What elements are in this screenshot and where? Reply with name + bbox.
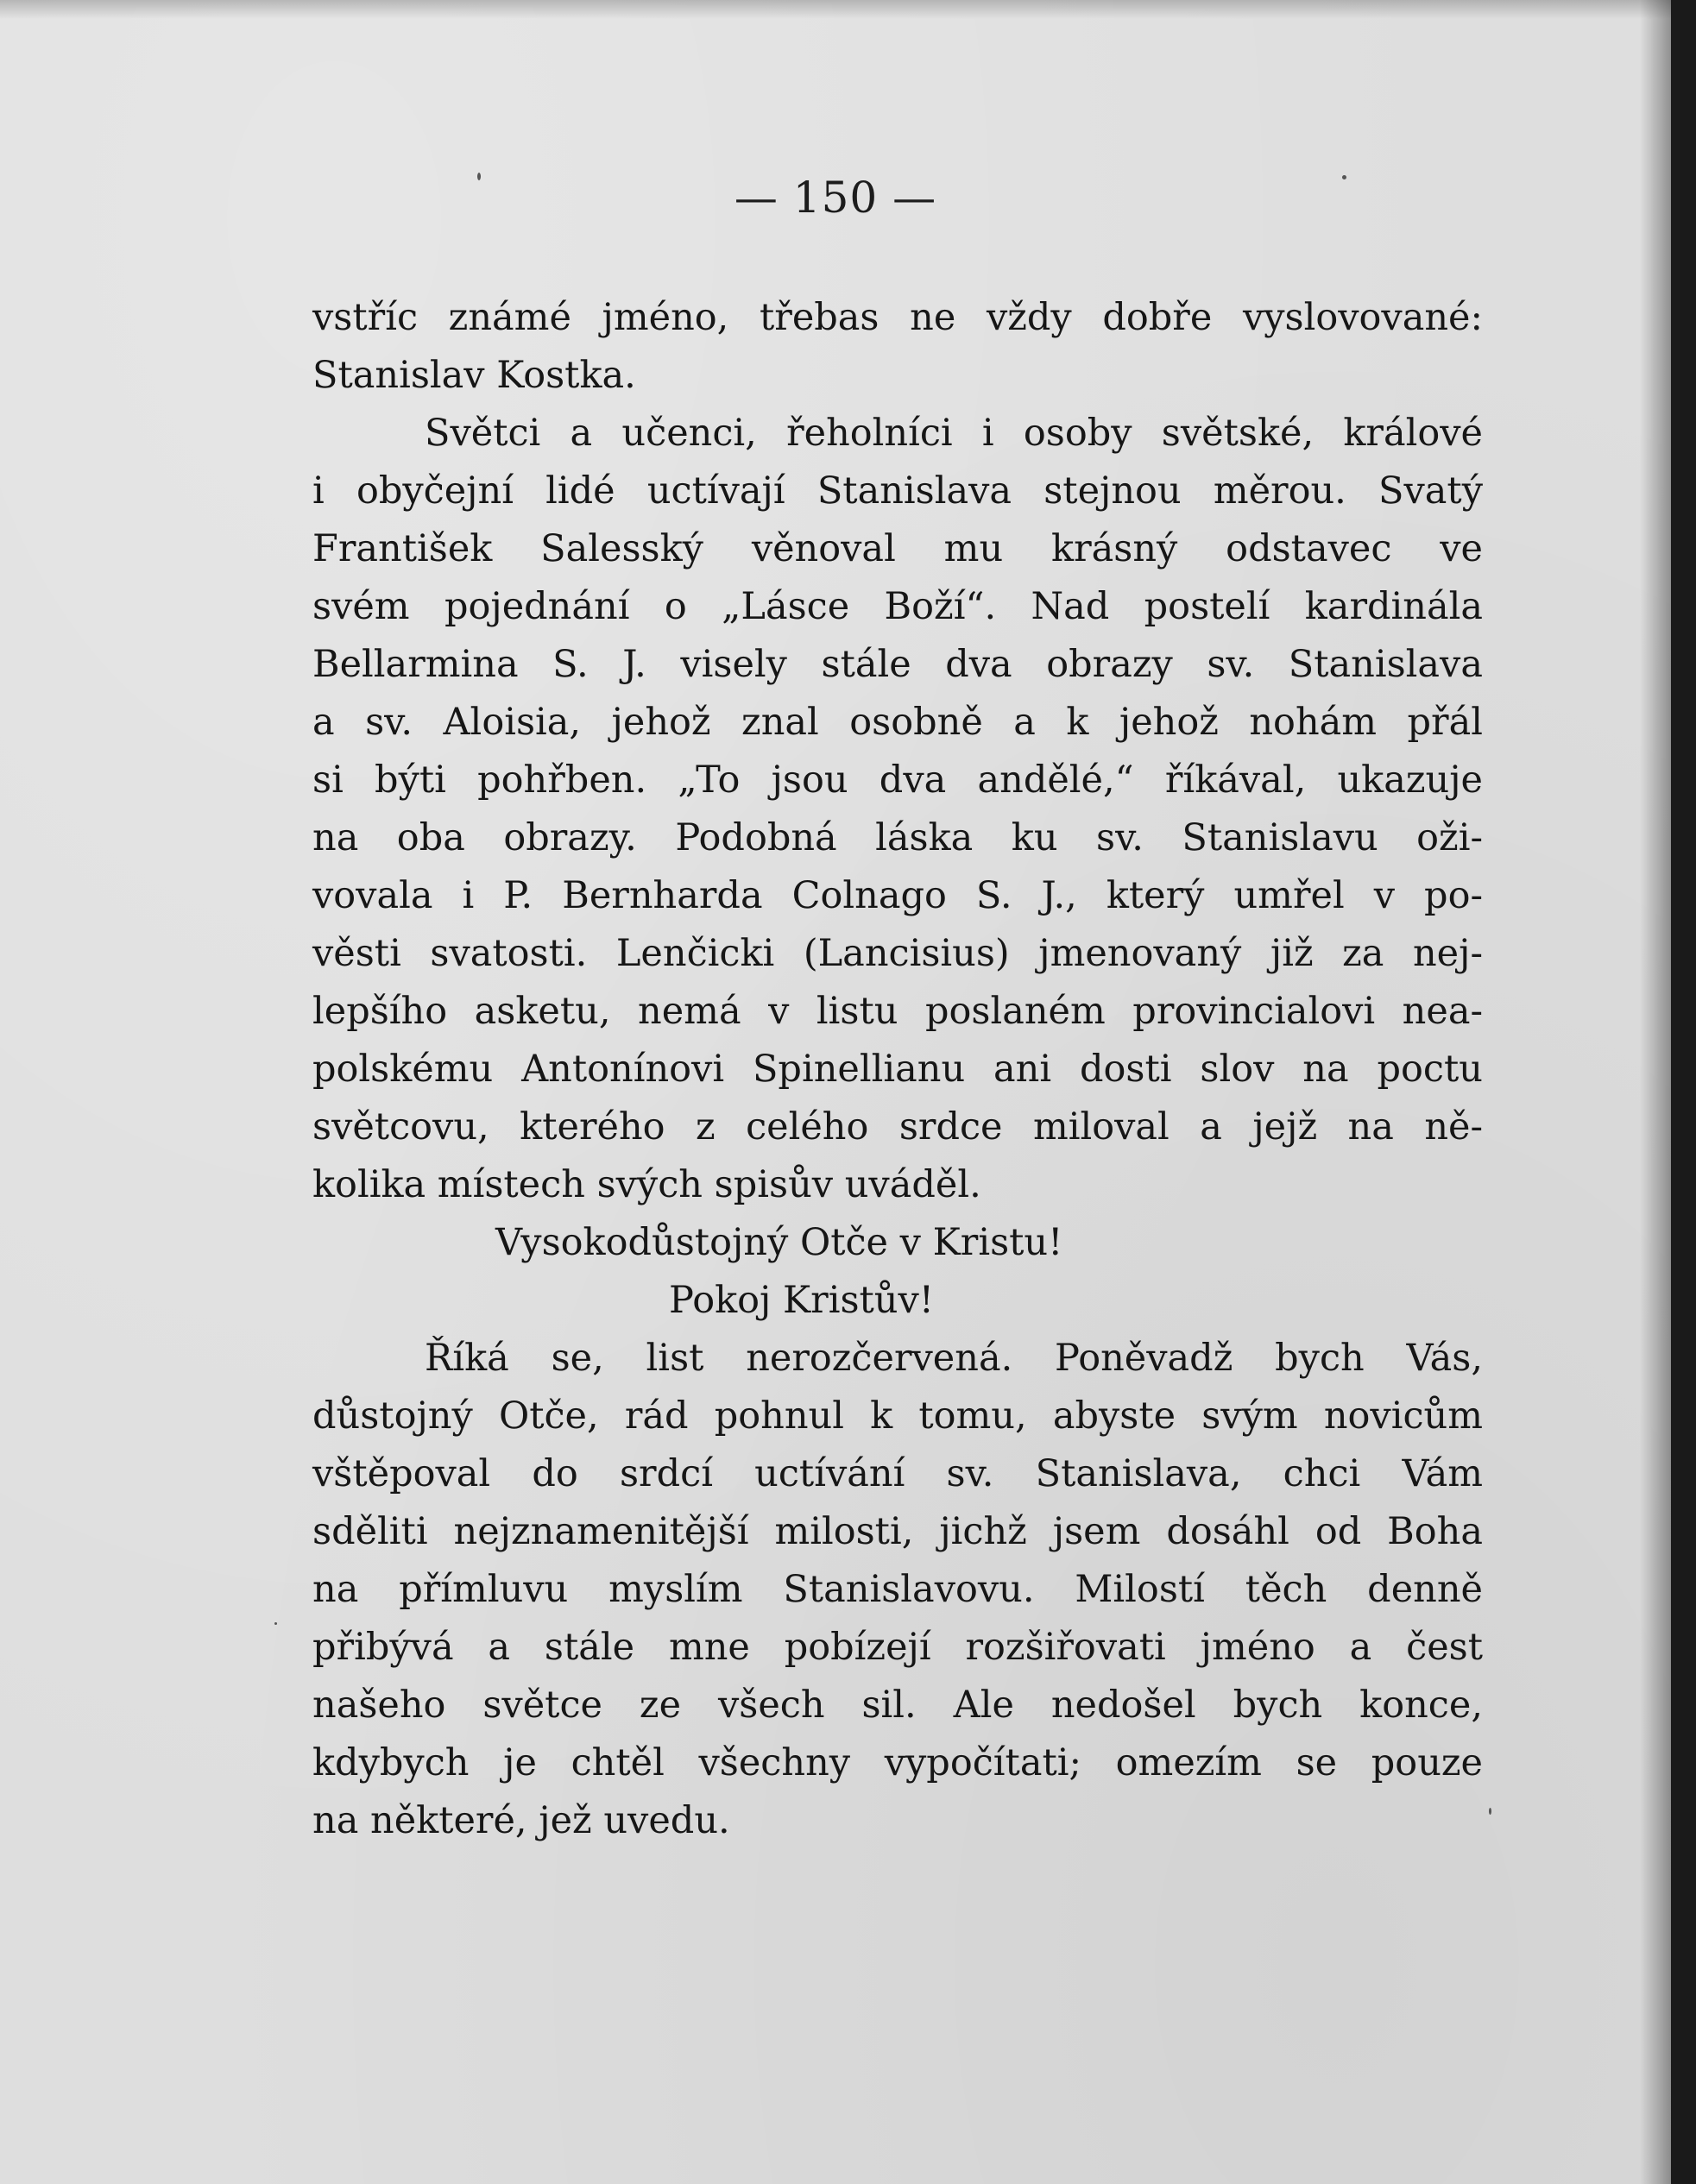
text-line: přibývá a stále mne pobízejí rozšiřovati jméno a čest <box>312 1626 1483 1669</box>
text-line: kdybych je chtěl všechny vypočítati; omezím se pouze <box>312 1741 1483 1784</box>
paper-speck <box>1489 1808 1491 1815</box>
text-line: na některé, jež uvedu. <box>312 1799 730 1842</box>
text-line: světcovu, kterého z celého srdce miloval a jejž na ně- <box>312 1105 1483 1149</box>
text-line: vstříc známé jméno, třebas ne vždy dobře vyslovované: <box>312 296 1483 339</box>
page-number: — 150 — <box>734 173 937 223</box>
text-line: na přímluvu myslím Stanislavovu. Milostí těch denně <box>312 1568 1483 1611</box>
paper-speck <box>477 173 481 180</box>
text-line: na oba obrazy. Podobná láska ku sv. Stanislavu oži- <box>312 816 1483 859</box>
top-shadow <box>0 0 1671 19</box>
paragraph-start-line: Říká se, list nerozčervená. Poněvadž bych Vás, <box>425 1337 1483 1380</box>
text-line: si býti pohřben. „To jsou dva andělé,“ říkával, ukazuje <box>312 758 1483 802</box>
page-edge-shadow <box>1640 0 1671 2184</box>
text-line: Stanislav Kostka. <box>312 354 636 397</box>
text-line: lepšího asketu, nemá v listu poslaném provincialovi nea- <box>312 990 1483 1033</box>
text-line: kolika místech svých spisův uváděl. <box>312 1163 981 1206</box>
paper-speck <box>274 1622 277 1625</box>
text-line: svém pojednání o „Lásce Boží“. Nad postelí kardinála <box>312 585 1483 628</box>
text-line: důstojný Otče, rád pohnul k tomu, abyste svým novicům <box>312 1394 1483 1438</box>
text-line: věsti svatosti. Lenčicki (Lancisius) jmenovaný již za nej- <box>312 932 1483 975</box>
greeting-line: Pokoj Kristův! <box>669 1279 935 1322</box>
paper-speck <box>1342 175 1346 179</box>
body-text <box>312 289 1483 1850</box>
text-line: vovala i P. Bernharda Colnago S. J., který umřel v po- <box>312 874 1483 917</box>
text-line: Bellarmina S. J. visely stále dva obrazy sv. Stanislava <box>312 643 1483 686</box>
text-line: vštěpoval do srdcí uctívání sv. Stanislava, chci Vám <box>312 1452 1483 1495</box>
text-line: polskému Antonínovi Spinellianu ani dosti slov na poctu <box>312 1048 1483 1091</box>
text-line: sděliti nejznamenitější milosti, jichž jsem dosáhl od Boha <box>312 1510 1483 1553</box>
text-line: i obyčejní lidé uctívají Stanislava stejnou měrou. Svatý <box>312 469 1483 513</box>
text-line: František Salesský věnoval mu krásný odstavec ve <box>312 527 1483 570</box>
paragraph-start-line: Světci a učenci, řeholníci i osoby světské, králové <box>425 412 1483 455</box>
salutation-line: Vysokodůstojný Otče v Kristu! <box>495 1221 1063 1264</box>
text-line: našeho světce ze všech sil. Ale nedošel bych konce, <box>312 1684 1483 1727</box>
text-line: a sv. Aloisia, jehož znal osobně a k jehož nohám přál <box>312 701 1483 744</box>
